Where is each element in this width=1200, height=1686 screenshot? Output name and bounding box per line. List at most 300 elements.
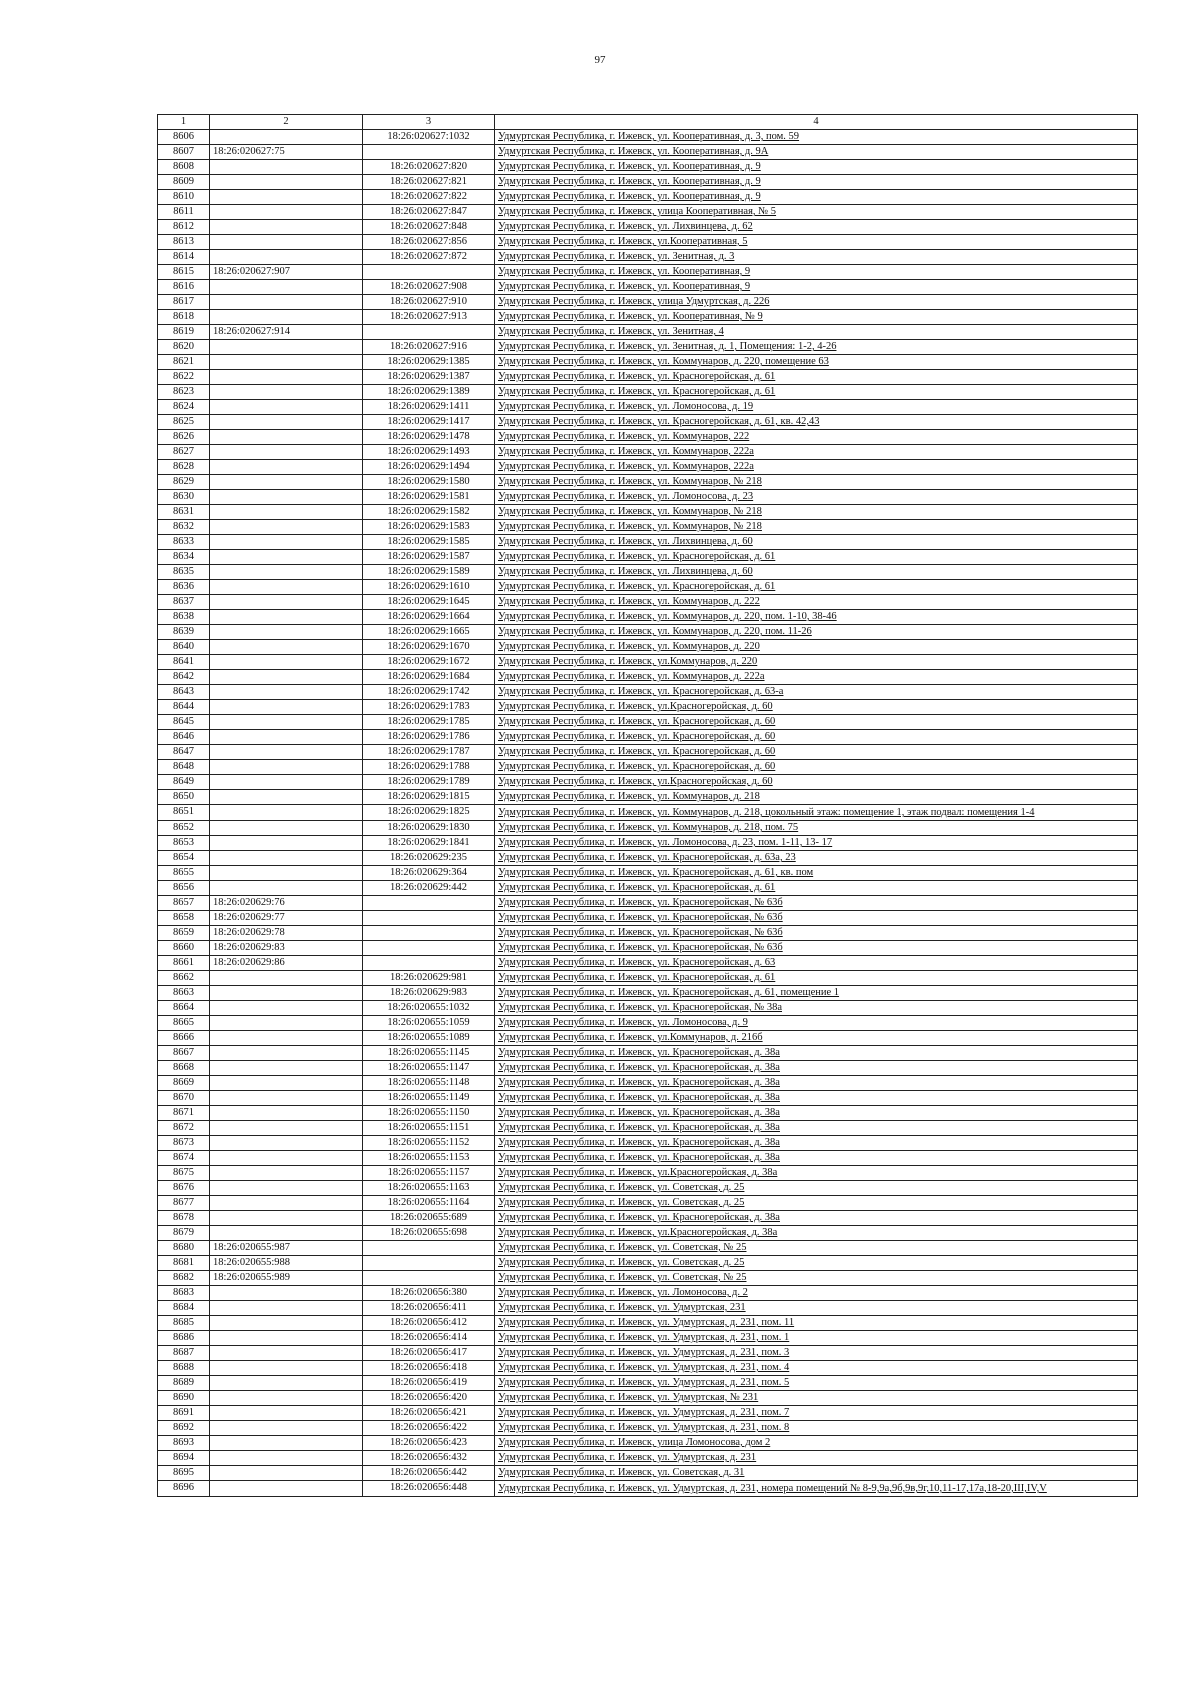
building-cadastral-number: 18:26:020655:1149 — [363, 1091, 495, 1106]
land-cadastral-number — [210, 730, 363, 745]
address: Удмуртская Республика, г. Ижевск, ул. Красногеройская, д. 60 — [495, 730, 1138, 745]
address: Удмуртская Республика, г. Ижевск, ул. Удмуртская, д. 231, пом. 7 — [495, 1406, 1138, 1421]
table-row — [158, 986, 1138, 1001]
land-cadastral-number — [210, 1361, 363, 1376]
address: Удмуртская Республика, г. Ижевск, ул. Красногеройская, д. 61 — [495, 550, 1138, 565]
address: Удмуртская Республика, г. Ижевск, ул. Лихвинцева, д. 60 — [495, 535, 1138, 550]
table-row — [158, 295, 1138, 310]
address: Удмуртская Республика, г. Ижевск, ул. Красногеройская, д. 38а — [495, 1121, 1138, 1136]
row-number: 8623 — [158, 385, 210, 400]
land-cadastral-number — [210, 1316, 363, 1331]
building-cadastral-number: 18:26:020627:913 — [363, 310, 495, 325]
address: Удмуртская Республика, г. Ижевск, ул. Зенитная, 4 — [495, 325, 1138, 340]
building-cadastral-number: 18:26:020629:1785 — [363, 715, 495, 730]
row-number: 8670 — [158, 1091, 210, 1106]
land-cadastral-number — [210, 610, 363, 625]
table-row — [158, 1016, 1138, 1031]
address: Удмуртская Республика, г. Ижевск, ул. Красногеройская, д. 38а — [495, 1046, 1138, 1061]
land-cadastral-number — [210, 295, 363, 310]
address: Удмуртская Республика, г. Ижевск, ул. Красногеройская, д. 60 — [495, 715, 1138, 730]
row-number: 8663 — [158, 986, 210, 1001]
address: Удмуртская Республика, г. Ижевск, ул. Красногеройская, д. 61, кв. 42,43 — [495, 415, 1138, 430]
land-cadastral-number — [210, 1151, 363, 1166]
address: Удмуртская Республика, г. Ижевск, улица Удмуртская, д. 226 — [495, 295, 1138, 310]
building-cadastral-number: 18:26:020627:848 — [363, 220, 495, 235]
address: Удмуртская Республика, г. Ижевск, ул. Удмуртская, д. 231, пом. 3 — [495, 1346, 1138, 1361]
address: Удмуртская Республика, г. Ижевск, ул. Советская, д. 25 — [495, 1256, 1138, 1271]
row-number: 8637 — [158, 595, 210, 610]
row-number: 8626 — [158, 430, 210, 445]
table-row — [158, 580, 1138, 595]
address: Удмуртская Республика, г. Ижевск, ул. Красногеройская, д. 38а — [495, 1091, 1138, 1106]
land-cadastral-number — [210, 1436, 363, 1451]
building-cadastral-number: 18:26:020655:1157 — [363, 1166, 495, 1181]
row-number: 8629 — [158, 475, 210, 490]
table-row — [158, 160, 1138, 175]
building-cadastral-number: 18:26:020627:872 — [363, 250, 495, 265]
land-cadastral-number: 18:26:020627:75 — [210, 145, 363, 160]
building-cadastral-number: 18:26:020629:1582 — [363, 505, 495, 520]
building-cadastral-number: 18:26:020656:448 — [363, 1481, 495, 1497]
row-number: 8618 — [158, 310, 210, 325]
building-cadastral-number: 18:26:020629:1825 — [363, 805, 495, 821]
row-number: 8659 — [158, 926, 210, 941]
address: Удмуртская Республика, г. Ижевск, ул.Кооперативная, 5 — [495, 235, 1138, 250]
land-cadastral-number — [210, 971, 363, 986]
row-number: 8621 — [158, 355, 210, 370]
address: Удмуртская Республика, г. Ижевск, ул. Красногеройская, № 38а — [495, 1001, 1138, 1016]
row-number: 8635 — [158, 565, 210, 580]
land-cadastral-number — [210, 655, 363, 670]
land-cadastral-number: 18:26:020629:86 — [210, 956, 363, 971]
building-cadastral-number: 18:26:020627:916 — [363, 340, 495, 355]
table-row — [158, 625, 1138, 640]
address: Удмуртская Республика, г. Ижевск, ул. Зенитная, д. 3 — [495, 250, 1138, 265]
address: Удмуртская Республика, г. Ижевск, ул. Коммунаров, № 218 — [495, 520, 1138, 535]
row-number: 8669 — [158, 1076, 210, 1091]
table-row — [158, 505, 1138, 520]
row-number: 8672 — [158, 1121, 210, 1136]
row-number: 8665 — [158, 1016, 210, 1031]
table-row — [158, 130, 1138, 145]
row-number: 8631 — [158, 505, 210, 520]
land-cadastral-number — [210, 130, 363, 145]
table-row — [158, 1196, 1138, 1211]
row-number: 8620 — [158, 340, 210, 355]
table-row — [158, 1046, 1138, 1061]
land-cadastral-number — [210, 205, 363, 220]
land-cadastral-number — [210, 235, 363, 250]
table-row — [158, 1466, 1138, 1481]
building-cadastral-number: 18:26:020656:432 — [363, 1451, 495, 1466]
building-cadastral-number: 18:26:020655:1153 — [363, 1151, 495, 1166]
land-cadastral-number: 18:26:020629:76 — [210, 896, 363, 911]
building-cadastral-number — [363, 145, 495, 160]
building-cadastral-number: 18:26:020629:1645 — [363, 595, 495, 610]
land-cadastral-number — [210, 490, 363, 505]
column-header-number: 1 — [158, 115, 210, 130]
building-cadastral-number: 18:26:020629:442 — [363, 881, 495, 896]
building-cadastral-number: 18:26:020629:1478 — [363, 430, 495, 445]
address: Удмуртская Республика, г. Ижевск, ул. Коммунаров, д. 222 — [495, 595, 1138, 610]
registry-body — [158, 130, 1138, 1497]
row-number: 8627 — [158, 445, 210, 460]
table-row — [158, 1151, 1138, 1166]
row-number: 8676 — [158, 1181, 210, 1196]
table-row — [158, 1301, 1138, 1316]
address: Удмуртская Республика, г. Ижевск, ул. Ломоносова, д. 23, пом. 1-11, 13- 17 — [495, 836, 1138, 851]
row-number: 8668 — [158, 1061, 210, 1076]
building-cadastral-number — [363, 941, 495, 956]
table-row — [158, 490, 1138, 505]
column-header-building-cadastral: 3 — [363, 115, 495, 130]
table-row — [158, 1331, 1138, 1346]
address: Удмуртская Республика, г. Ижевск, ул. Удмуртская, д. 231 — [495, 1451, 1138, 1466]
address: Удмуртская Республика, г. Ижевск, ул. Красногеройская, д. 61 — [495, 881, 1138, 896]
table-row — [158, 1226, 1138, 1241]
table-row — [158, 896, 1138, 911]
row-number: 8645 — [158, 715, 210, 730]
table-row — [158, 340, 1138, 355]
address: Удмуртская Республика, г. Ижевск, ул.Красногеройская, д. 60 — [495, 700, 1138, 715]
address: Удмуртская Республика, г. Ижевск, ул. Кооперативная, № 9 — [495, 310, 1138, 325]
land-cadastral-number — [210, 505, 363, 520]
land-cadastral-number: 18:26:020627:907 — [210, 265, 363, 280]
land-cadastral-number — [210, 625, 363, 640]
land-cadastral-number — [210, 1406, 363, 1421]
address: Удмуртская Республика, г. Ижевск, ул. Красногеройская, д. 61, помещение 1 — [495, 986, 1138, 1001]
land-cadastral-number — [210, 535, 363, 550]
row-number: 8688 — [158, 1361, 210, 1376]
land-cadastral-number — [210, 550, 363, 565]
building-cadastral-number: 18:26:020656:380 — [363, 1286, 495, 1301]
building-cadastral-number: 18:26:020629:1788 — [363, 760, 495, 775]
building-cadastral-number: 18:26:020656:411 — [363, 1301, 495, 1316]
address: Удмуртская Республика, г. Ижевск, ул. Коммунаров, 222а — [495, 460, 1138, 475]
row-number: 8654 — [158, 851, 210, 866]
row-number: 8684 — [158, 1301, 210, 1316]
land-cadastral-number — [210, 1466, 363, 1481]
address: Удмуртская Республика, г. Ижевск, ул. Удмуртская, д. 231, пом. 11 — [495, 1316, 1138, 1331]
building-cadastral-number: 18:26:020629:1580 — [363, 475, 495, 490]
row-number: 8644 — [158, 700, 210, 715]
row-number: 8696 — [158, 1481, 210, 1497]
building-cadastral-number: 18:26:020629:1417 — [363, 415, 495, 430]
building-cadastral-number: 18:26:020627:856 — [363, 235, 495, 250]
row-number: 8675 — [158, 1166, 210, 1181]
address: Удмуртская Республика, г. Ижевск, ул. Красногеройская, д. 61 — [495, 370, 1138, 385]
row-number: 8656 — [158, 881, 210, 896]
building-cadastral-number: 18:26:020629:235 — [363, 851, 495, 866]
row-number: 8664 — [158, 1001, 210, 1016]
land-cadastral-number — [210, 1136, 363, 1151]
table-row — [158, 1376, 1138, 1391]
building-cadastral-number: 18:26:020627:820 — [363, 160, 495, 175]
building-cadastral-number: 18:26:020629:1815 — [363, 790, 495, 805]
address: Удмуртская Республика, г. Ижевск, ул. Коммунаров, 222а — [495, 445, 1138, 460]
address: Удмуртская Республика, г. Ижевск, ул. Красногеройская, д. 38а — [495, 1106, 1138, 1121]
table-row — [158, 235, 1138, 250]
building-cadastral-number: 18:26:020629:1786 — [363, 730, 495, 745]
building-cadastral-number: 18:26:020629:1664 — [363, 610, 495, 625]
building-cadastral-number: 18:26:020629:1587 — [363, 550, 495, 565]
land-cadastral-number — [210, 881, 363, 896]
building-cadastral-number: 18:26:020627:1032 — [363, 130, 495, 145]
address: Удмуртская Республика, г. Ижевск, ул. Коммунаров, д. 218 — [495, 790, 1138, 805]
row-number: 8677 — [158, 1196, 210, 1211]
row-number: 8625 — [158, 415, 210, 430]
building-cadastral-number: 18:26:020655:1164 — [363, 1196, 495, 1211]
building-cadastral-number: 18:26:020629:364 — [363, 866, 495, 881]
table-row — [158, 1406, 1138, 1421]
table-row — [158, 881, 1138, 896]
table-row — [158, 1031, 1138, 1046]
address: Удмуртская Республика, г. Ижевск, ул. Советская, д. 25 — [495, 1196, 1138, 1211]
row-number: 8608 — [158, 160, 210, 175]
address: Удмуртская Республика, г. Ижевск, ул. Красногеройская, д. 38а — [495, 1136, 1138, 1151]
land-cadastral-number — [210, 565, 363, 580]
row-number: 8611 — [158, 205, 210, 220]
address: Удмуртская Республика, г. Ижевск, ул. Кооперативная, 9 — [495, 280, 1138, 295]
row-number: 8615 — [158, 265, 210, 280]
address: Удмуртская Республика, г. Ижевск, ул.Красногеройская, д. 38а — [495, 1226, 1138, 1241]
table-row — [158, 715, 1138, 730]
table-row — [158, 535, 1138, 550]
land-cadastral-number — [210, 1106, 363, 1121]
row-number: 8666 — [158, 1031, 210, 1046]
land-cadastral-number — [210, 475, 363, 490]
land-cadastral-number — [210, 190, 363, 205]
row-number: 8686 — [158, 1331, 210, 1346]
building-cadastral-number: 18:26:020629:1830 — [363, 821, 495, 836]
building-cadastral-number: 18:26:020655:1147 — [363, 1061, 495, 1076]
land-cadastral-number — [210, 1001, 363, 1016]
address: Удмуртская Республика, г. Ижевск, ул. Коммунаров, д. 218, цокольный этаж: помещение 1, этаж подвал: помещения 1-4 — [495, 805, 1138, 821]
table-row — [158, 565, 1138, 580]
building-cadastral-number: 18:26:020656:442 — [363, 1466, 495, 1481]
row-number: 8682 — [158, 1271, 210, 1286]
table-row — [158, 415, 1138, 430]
building-cadastral-number: 18:26:020655:1032 — [363, 1001, 495, 1016]
row-number: 8619 — [158, 325, 210, 340]
address: Удмуртская Республика, г. Ижевск, ул. Удмуртская, д. 231, номера помещений № 8-9,9а,9б,9в,9г,10,11-17,17а,18-20,III,IV,V — [495, 1481, 1138, 1497]
land-cadastral-number — [210, 1196, 363, 1211]
building-cadastral-number — [363, 1241, 495, 1256]
land-cadastral-number — [210, 715, 363, 730]
table-row — [158, 1256, 1138, 1271]
table-row — [158, 805, 1138, 821]
land-cadastral-number — [210, 1031, 363, 1046]
table-row — [158, 520, 1138, 535]
building-cadastral-number: 18:26:020655:1059 — [363, 1016, 495, 1031]
table-row — [158, 926, 1138, 941]
address: Удмуртская Республика, г. Ижевск, ул.Коммунаров, д. 220 — [495, 655, 1138, 670]
land-cadastral-number — [210, 175, 363, 190]
building-cadastral-number — [363, 325, 495, 340]
land-cadastral-number — [210, 986, 363, 1001]
land-cadastral-number — [210, 1121, 363, 1136]
building-cadastral-number: 18:26:020655:689 — [363, 1211, 495, 1226]
row-number: 8632 — [158, 520, 210, 535]
table-row — [158, 851, 1138, 866]
row-number: 8628 — [158, 460, 210, 475]
address: Удмуртская Республика, г. Ижевск, ул. Красногеройская, д. 61 — [495, 580, 1138, 595]
land-cadastral-number — [210, 1046, 363, 1061]
land-cadastral-number — [210, 1301, 363, 1316]
building-cadastral-number — [363, 265, 495, 280]
row-number: 8681 — [158, 1256, 210, 1271]
table-row — [158, 700, 1138, 715]
address: Удмуртская Республика, г. Ижевск, ул. Коммунаров, д. 220, помещение 63 — [495, 355, 1138, 370]
address: Удмуртская Республика, г. Ижевск, ул. Советская, д. 25 — [495, 1181, 1138, 1196]
address: Удмуртская Республика, г. Ижевск, ул. Коммунаров, № 218 — [495, 475, 1138, 490]
address: Удмуртская Республика, г. Ижевск, ул. Удмуртская, 231 — [495, 1301, 1138, 1316]
land-cadastral-number — [210, 805, 363, 821]
row-number: 8685 — [158, 1316, 210, 1331]
land-cadastral-number — [210, 775, 363, 790]
building-cadastral-number — [363, 896, 495, 911]
table-row — [158, 911, 1138, 926]
row-number: 8648 — [158, 760, 210, 775]
row-number: 8658 — [158, 911, 210, 926]
table-row — [158, 190, 1138, 205]
address: Удмуртская Республика, г. Ижевск, ул. Красногеройская, д. 61 — [495, 971, 1138, 986]
column-header-address: 4 — [495, 115, 1138, 130]
land-cadastral-number — [210, 700, 363, 715]
land-cadastral-number — [210, 745, 363, 760]
row-number: 8689 — [158, 1376, 210, 1391]
row-number: 8607 — [158, 145, 210, 160]
land-cadastral-number — [210, 1226, 363, 1241]
land-cadastral-number: 18:26:020655:988 — [210, 1256, 363, 1271]
address: Удмуртская Республика, г. Ижевск, ул. Советская, д. 31 — [495, 1466, 1138, 1481]
building-cadastral-number: 18:26:020629:1672 — [363, 655, 495, 670]
row-number: 8671 — [158, 1106, 210, 1121]
building-cadastral-number: 18:26:020656:423 — [363, 1436, 495, 1451]
table-row — [158, 1451, 1138, 1466]
table-row — [158, 475, 1138, 490]
address: Удмуртская Республика, г. Ижевск, ул. Красногеройская, № 63б — [495, 911, 1138, 926]
address: Удмуртская Республика, г. Ижевск, ул.Коммунаров, д. 216б — [495, 1031, 1138, 1046]
table-row — [158, 1091, 1138, 1106]
building-cadastral-number: 18:26:020629:1411 — [363, 400, 495, 415]
building-cadastral-number: 18:26:020627:847 — [363, 205, 495, 220]
row-number: 8683 — [158, 1286, 210, 1301]
address: Удмуртская Республика, г. Ижевск, ул. Советская, № 25 — [495, 1271, 1138, 1286]
land-cadastral-number: 18:26:020627:914 — [210, 325, 363, 340]
table-row — [158, 205, 1138, 220]
table-row — [158, 1211, 1138, 1226]
building-cadastral-number — [363, 1256, 495, 1271]
table-row — [158, 1316, 1138, 1331]
table-row — [158, 1241, 1138, 1256]
table-row — [158, 685, 1138, 700]
header-row — [158, 115, 1138, 130]
row-number: 8650 — [158, 790, 210, 805]
row-number: 8614 — [158, 250, 210, 265]
address: Удмуртская Республика, г. Ижевск, ул. Коммунаров, № 218 — [495, 505, 1138, 520]
table-row — [158, 145, 1138, 160]
table-row — [158, 1286, 1138, 1301]
table-row — [158, 355, 1138, 370]
column-header-land-cadastral: 2 — [210, 115, 363, 130]
table-row — [158, 325, 1138, 340]
table-row — [158, 370, 1138, 385]
land-cadastral-number — [210, 1076, 363, 1091]
address: Удмуртская Республика, г. Ижевск, ул. Красногеройская, д. 38а — [495, 1076, 1138, 1091]
land-cadastral-number — [210, 866, 363, 881]
address: Удмуртская Республика, г. Ижевск, ул. Удмуртская, № 231 — [495, 1391, 1138, 1406]
address: Удмуртская Республика, г. Ижевск, ул. Ломоносова, д. 19 — [495, 400, 1138, 415]
row-number: 8606 — [158, 130, 210, 145]
address: Удмуртская Республика, г. Ижевск, улица Ломоносова, дом 2 — [495, 1436, 1138, 1451]
address: Удмуртская Республика, г. Ижевск, ул. Кооперативная, д. 9 — [495, 190, 1138, 205]
table-row — [158, 790, 1138, 805]
building-cadastral-number: 18:26:020656:421 — [363, 1406, 495, 1421]
address: Удмуртская Республика, г. Ижевск, ул. Ломоносова, д. 23 — [495, 490, 1138, 505]
table-row — [158, 1271, 1138, 1286]
building-cadastral-number: 18:26:020655:1152 — [363, 1136, 495, 1151]
address: Удмуртская Республика, г. Ижевск, ул. Красногеройская, д. 38а — [495, 1211, 1138, 1226]
row-number: 8695 — [158, 1466, 210, 1481]
row-number: 8633 — [158, 535, 210, 550]
building-cadastral-number: 18:26:020655:1089 — [363, 1031, 495, 1046]
address: Удмуртская Республика, г. Ижевск, ул. Коммунаров, д. 220, пом. 11-26 — [495, 625, 1138, 640]
row-number: 8680 — [158, 1241, 210, 1256]
building-cadastral-number: 18:26:020629:1610 — [363, 580, 495, 595]
table-row — [158, 941, 1138, 956]
table-row — [158, 1361, 1138, 1376]
land-cadastral-number — [210, 1181, 363, 1196]
table-row — [158, 460, 1138, 475]
row-number: 8673 — [158, 1136, 210, 1151]
address: Удмуртская Республика, г. Ижевск, ул. Коммунаров, д. 222а — [495, 670, 1138, 685]
land-cadastral-number — [210, 1421, 363, 1436]
address: Удмуртская Республика, г. Ижевск, ул. Удмуртская, д. 231, пом. 5 — [495, 1376, 1138, 1391]
land-cadastral-number: 18:26:020655:987 — [210, 1241, 363, 1256]
address: Удмуртская Республика, г. Ижевск, улица Кооперативная, № 5 — [495, 205, 1138, 220]
table-row — [158, 220, 1138, 235]
address: Удмуртская Республика, г. Ижевск, ул.Красногеройская, д. 38а — [495, 1166, 1138, 1181]
land-cadastral-number — [210, 310, 363, 325]
address: Удмуртская Республика, г. Ижевск, ул. Зенитная, д. 1, Помещения: 1-2, 4-26 — [495, 340, 1138, 355]
table-row — [158, 445, 1138, 460]
registry-table — [157, 114, 1138, 1497]
address: Удмуртская Республика, г. Ижевск, ул. Ломоносова, д. 9 — [495, 1016, 1138, 1031]
land-cadastral-number — [210, 400, 363, 415]
land-cadastral-number — [210, 385, 363, 400]
address: Удмуртская Республика, г. Ижевск, ул. Красногеройская, д. 60 — [495, 745, 1138, 760]
table-row — [158, 956, 1138, 971]
row-number: 8649 — [158, 775, 210, 790]
building-cadastral-number: 18:26:020655:1148 — [363, 1076, 495, 1091]
building-cadastral-number: 18:26:020655:1151 — [363, 1121, 495, 1136]
table-row — [158, 400, 1138, 415]
row-number: 8687 — [158, 1346, 210, 1361]
land-cadastral-number — [210, 1481, 363, 1497]
land-cadastral-number — [210, 415, 363, 430]
table-row — [158, 430, 1138, 445]
land-cadastral-number — [210, 340, 363, 355]
table-row — [158, 1436, 1138, 1451]
land-cadastral-number — [210, 1376, 363, 1391]
address: Удмуртская Республика, г. Ижевск, ул. Ломоносова, д. 2 — [495, 1286, 1138, 1301]
land-cadastral-number — [210, 760, 363, 775]
building-cadastral-number: 18:26:020629:1589 — [363, 565, 495, 580]
land-cadastral-number — [210, 1331, 363, 1346]
address: Удмуртская Республика, г. Ижевск, ул. Кооперативная, д. 3, пом. 59 — [495, 130, 1138, 145]
row-number: 8690 — [158, 1391, 210, 1406]
